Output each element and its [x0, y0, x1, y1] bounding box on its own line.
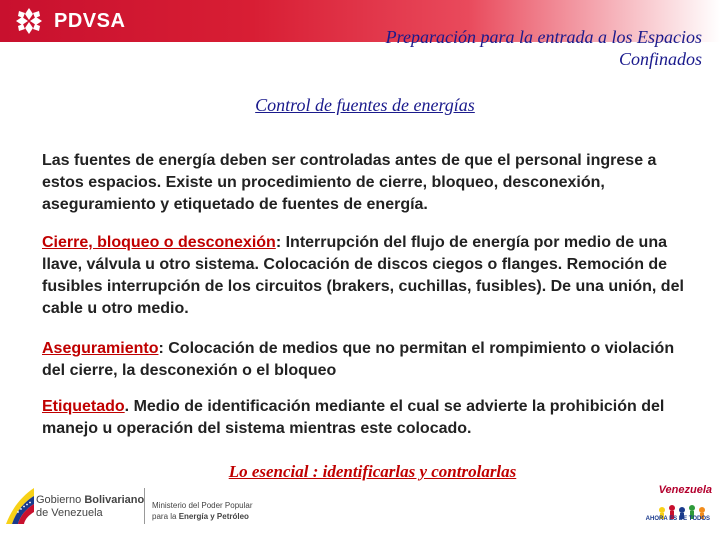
aseguramiento-term: Aseguramiento — [42, 340, 159, 357]
etiquetado-separator: . — [124, 398, 134, 415]
section-subtitle: Control de fuentes de energías — [255, 95, 475, 115]
aseguramiento-paragraph — [42, 338, 692, 382]
venezuela-text: Venezuela — [658, 484, 712, 496]
pdvsa-logo — [12, 6, 125, 36]
logo-text: PDVSA — [54, 9, 126, 32]
conclusion-text: Lo esencial : identificarlas y controlarlas — [228, 462, 517, 481]
venezuela-flag-icon — [4, 484, 36, 528]
gov-line1-b: Bolivariano — [84, 494, 145, 506]
etiquetado-text: Medio de identificación mediante el cual se advierte la prohibición del manejo u operación del sistema mientras este colocado. — [42, 398, 665, 437]
slide-title — [282, 26, 702, 70]
gobierno-bolivariano-logo — [36, 494, 144, 520]
ministry-label — [152, 500, 253, 522]
cierre-paragraph — [42, 232, 692, 320]
cierre-text: Interrupción del flujo de energía por medio de una llave, válvula u otro sistema. Colocación de discos ciegos o flanges. Remoción de fusibles interrupción de los circuitos (brakers, cuchillas, fusibles). De una unión, del cable u otro medio. — [42, 234, 684, 317]
etiquetado-term: Etiquetado — [42, 398, 125, 415]
ministry-line2-b: Energía y Petróleo — [178, 512, 249, 521]
pdvsa-sun-icon — [12, 6, 46, 36]
gov-line2: de Venezuela — [36, 507, 103, 519]
intro-paragraph: Las fuentes de energía deben ser controladas antes de que el personal ingrese a estos espacios. Existe un procedimiento de cierre, bloqueo, desconexión, aseguramiento y etiquetado de fuentes de energía. — [42, 152, 657, 213]
ministry-line2-a: para la — [152, 512, 179, 521]
aseguramiento-text: Colocación de medios que no permitan el rompimiento o violación del cierre, la desconexión o el bloqueo — [42, 340, 675, 379]
footer — [0, 480, 720, 540]
cierre-term: Cierre, bloqueo o desconexión — [42, 234, 276, 251]
venezuela-sub: AHORA ES DE TODOS — [645, 516, 710, 522]
ministry-line1: Ministerio del Poder Popular — [152, 501, 253, 510]
slide-title-line2: Confinados — [618, 49, 702, 69]
footer-divider — [144, 488, 145, 524]
cierre-separator: : — [275, 234, 286, 251]
etiquetado-paragraph — [42, 396, 692, 440]
slide-title-line1: Preparación para la entrada a los Espacios — [385, 27, 702, 47]
aseguramiento-separator: : — [158, 340, 169, 357]
gov-line1-a: Gobierno — [36, 494, 85, 506]
